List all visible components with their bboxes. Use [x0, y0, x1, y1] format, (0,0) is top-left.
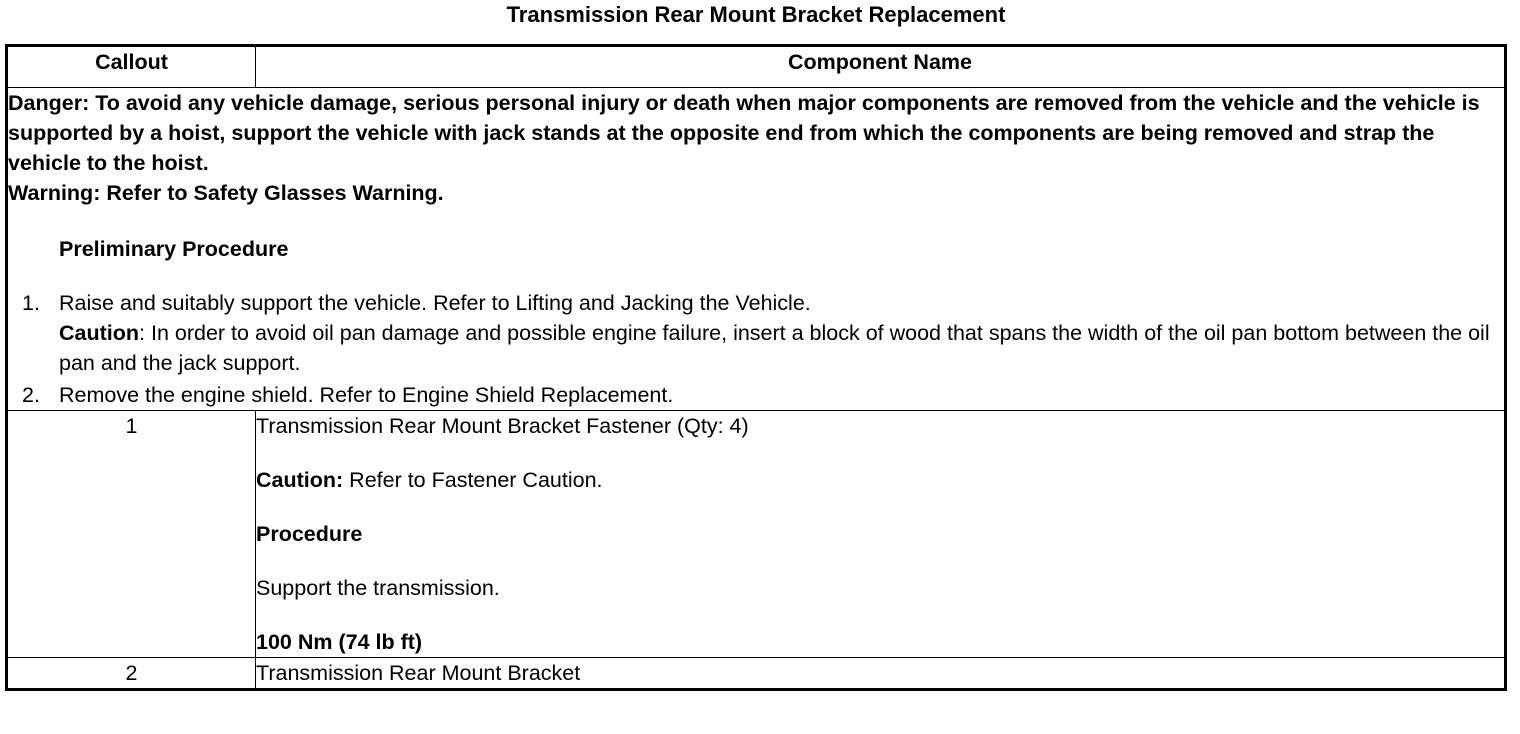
preliminary-steps-list [8, 288, 1504, 410]
document-title: Transmission Rear Mount Bracket Replacement [506, 2, 1006, 27]
step-number: 2. [22, 383, 40, 407]
intro-cell [7, 88, 1506, 411]
danger-notice: Danger: To avoid any vehicle damage, serious personal injury or death when major components are removed from the vehicle and the vehicle is supported by a hoist, support the vehicle with jack stands at the opposite end from which the components are being removed and strap the vehicle to the hoist. [8, 91, 1480, 175]
step-text: Raise and suitably support the vehicle. Refer to Lifting and Jacking the Vehicle. [59, 291, 811, 315]
step-caution [59, 318, 1504, 378]
callout-number: 2 [7, 658, 256, 690]
component-caution [256, 465, 1504, 495]
procedure-heading: Procedure [256, 522, 363, 546]
callout-column-header: Callout [7, 46, 256, 88]
preliminary-step [8, 380, 1504, 410]
component-name-column-header: Component Name [256, 46, 1506, 88]
procedure-table [5, 44, 1507, 691]
table-row [7, 411, 1506, 658]
component-cell [256, 411, 1506, 658]
component-name: Transmission Rear Mount Bracket [256, 658, 1506, 690]
header-row [7, 46, 1506, 88]
preliminary-procedure-heading: Preliminary Procedure [59, 237, 289, 261]
component-name: Transmission Rear Mount Bracket Fastener (Qty: 4) [256, 414, 749, 438]
step-number: 1. [22, 291, 40, 315]
table-row [7, 658, 1506, 690]
callout-number: 1 [7, 411, 256, 658]
procedure-text: Support the transmission. [256, 576, 500, 600]
step-text: Remove the engine shield. Refer to Engine Shield Replacement. [59, 383, 674, 407]
caution-text: : In order to avoid oil pan damage and possible engine failure, insert a block of wood that spans the width of the oil pan bottom between the oil pan and the jack support. [59, 321, 1490, 375]
warning-notice: Warning: Refer to Safety Glasses Warning. [8, 181, 444, 205]
torque-spec: 100 Nm (74 lb ft) [256, 630, 423, 654]
preliminary-step [8, 288, 1504, 378]
caution-text: Refer to Fastener Caution. [343, 468, 603, 492]
caution-label: Caution [59, 321, 140, 345]
intro-row [7, 88, 1506, 411]
caution-label: Caution: [256, 468, 344, 492]
